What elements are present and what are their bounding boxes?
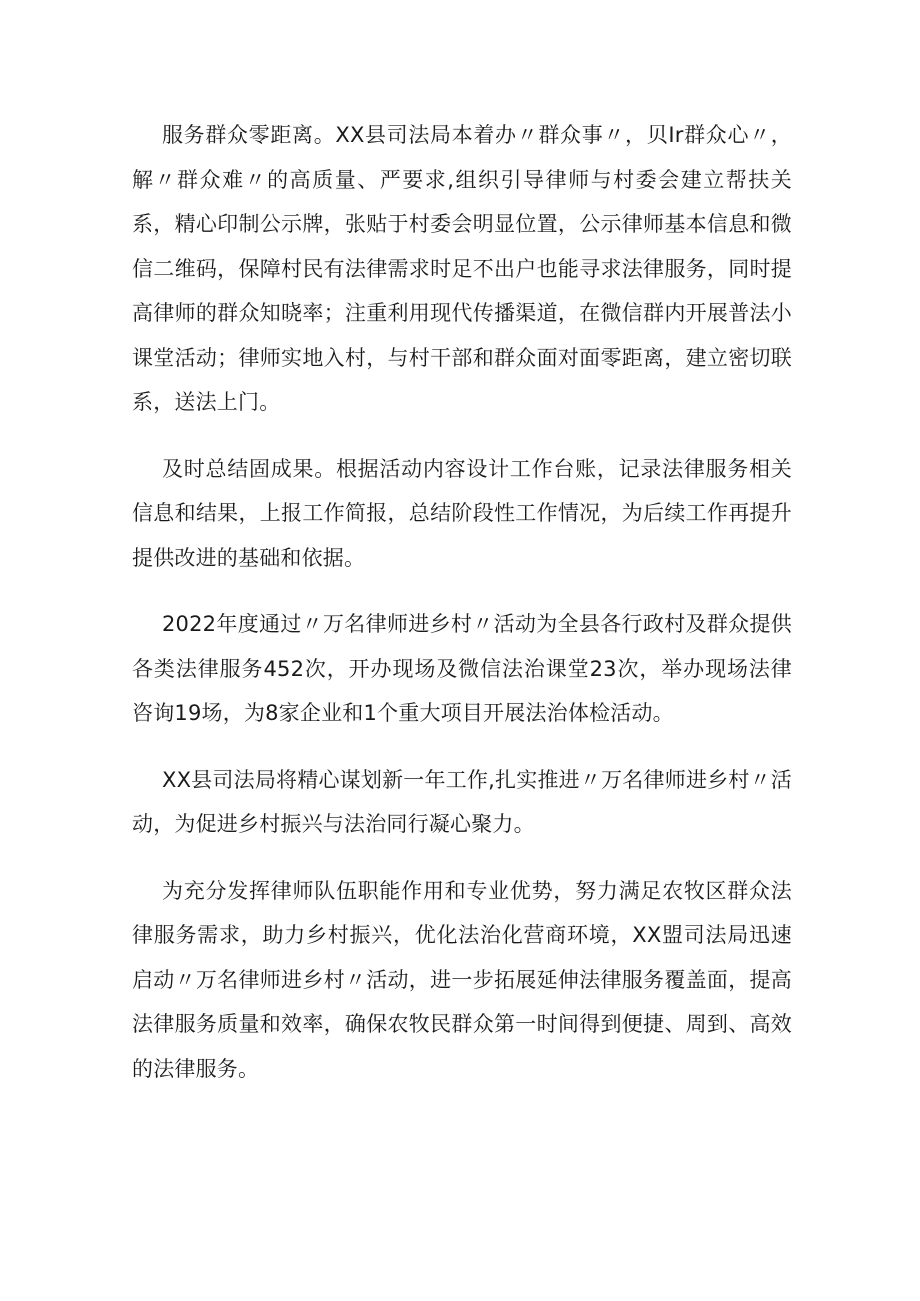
paragraph-next-year-plan: XX县司法局将精心谋划新一年工作,扎实推进〃万名律师进乡村〃活动，为促进乡村振兴与法治同行凝心聚力。 [132,767,792,836]
paragraph-activity-launch: 为充分发挥律师队伍职能作用和专业优势，努力满足农牧区群众法律服务需求，助力乡村振兴，优化法治化营商环境，XX盟司法局迅速启动〃万名律师进乡村〃活动，进一步拓展延伸法律服务覆盖面，提高法律服务质量和效率，确保农牧民群众第一时间得到便捷、周到、高效的法律服务。 [132,878,792,1081]
paragraph-community-service: 服务群众零距离。XX县司法局本着办〃群众事〃，贝Ir群众心〃，解〃群众难〃的高质量、严要求,组织引导律师与村委会建立帮扶关系，精心印制公示牌，张贴于村委会明显位置，公示律师基本信息和微信二维码，保障村民有法律需求时足不出户也能寻求法律服务，同时提高律师的群众知晓率；注重利用现代传播渠道，在微信群内开展普法小课堂活动；律师实地入村，与村干部和群众面对面零距离，建立密切联系，送法上门。 [132,123,792,414]
document-body [132,113,792,1091]
paragraph-summarize-results: 及时总结固成果。根据活动内容设计工作台账，记录法律服务相关信息和结果，上报工作简报，总结阶段性工作情况，为后续工作再提升提供改进的基础和依据。 [132,456,792,570]
paragraph-annual-statistics: 2022年度通过〃万名律师进乡村〃活动为全县各行政村及群众提供各类法律服务452次，开办现场及微信法治课堂23次，举办现场法律咨询19场，为8家企业和1个重大项目开展法治体检活动。 [132,612,792,725]
